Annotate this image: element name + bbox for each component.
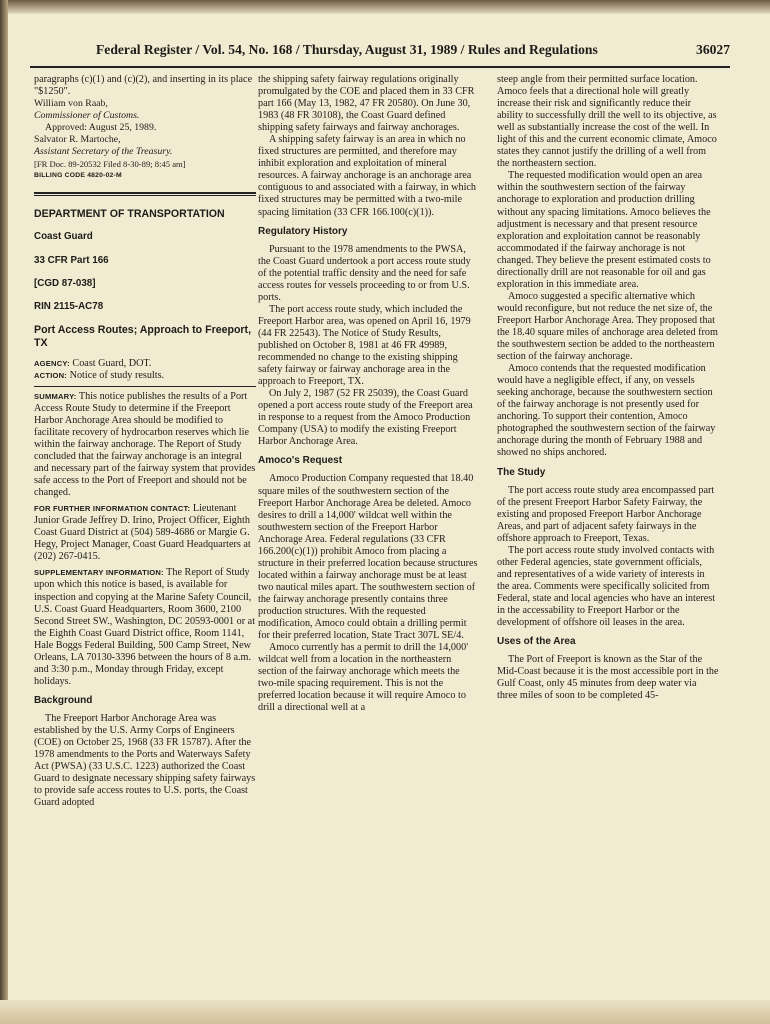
page-edge-left xyxy=(0,0,8,1024)
contact-label: FOR FURTHER INFORMATION CONTACT: xyxy=(34,504,191,514)
page-number: 36027 xyxy=(696,42,730,57)
running-header xyxy=(30,42,730,64)
contact-text: Lieutenant Junior Grade Jeffrey D. Irino, Project Officer, Eighth Coast Guard District at (504) 589-4686 or Margie G. Hegy, Project Manager, Coast Guard Headquarters at (202) 267-0415. xyxy=(34,503,251,563)
carryover-text: the shipping safety fairway regulations originally promulgated by the COE and placed them in 33 CFR part 166 (May 13, 1982, 47 FR 20580). On June 30, 1983 (48 FR 30108), the Coast Guard defined shipping safety fairways and fairway anchorages. xyxy=(258,74,475,134)
body-paragraph: Amoco contends that the requested modification would have a negligible effect, if any, on vessels seeking anchorage, because the southwestern section of the fairway anchorage is not presently used for anchoring. To support their contention, Amoco photographed the southwestern section of the fairway anchorage during the month of February 1988 and showed no ships anchored. xyxy=(497,363,716,459)
header-rule xyxy=(30,66,730,68)
page-edge-bottom xyxy=(0,1000,770,1024)
supplementary-label: SUPPLEMENTARY INFORMATION: xyxy=(34,568,164,578)
column-3 xyxy=(497,74,719,702)
summary-rule xyxy=(34,386,256,387)
action-text: Notice of study results. xyxy=(69,369,165,381)
section-rule-thick xyxy=(34,192,256,194)
body-paragraph: A shipping safety fairway is an area in which no fixed structures are permitted, and therefore may inhibit exploration and exploitation of mineral resources. A fairway anchorage is an anchorage area contiguous to and associated with a fairway, in which fixed structures may be permitted with a two-mile spacing limitation (33 CFR 166.100(c)(1)). xyxy=(258,134,477,218)
body-paragraph: The requested modification would open an area within the southwestern section of the fairway anchorage to exploration and production drilling without any spacing limitations. Amoco believes the adjustment is necessary and that present resource exploration and exploitation cannot be reasonably accommodated if the fairway anchorage is not changed. They believe the present estimated costs to directionally drill are not reasonable for oil and gas exploration in this immediate area. xyxy=(497,170,711,290)
cfr-part: 33 CFR Part 166 xyxy=(34,254,109,266)
body-paragraph: The port access route study area encompassed part of the present Freeport Harbor Safety Fairway, the existing and proposed Freeport Harbor Anchorage Areas, and part of adjacent safety fairways in the offshore approach to Freeport, Texas. xyxy=(497,484,715,544)
body-paragraph: On July 2, 1987 (52 FR 25039), the Coast Guard opened a port access route study of the Freeport area in response to a request from the Amoco Production Company (USA) to modify the existing Freeport Harbor Anchorage Area. xyxy=(258,388,473,448)
regulatory-history-heading: Regulatory History xyxy=(258,225,348,237)
running-head: Federal Register / Vol. 54, No. 168 / Thursday, August 31, 1989 / Rules and Regulations xyxy=(96,42,598,57)
section-rule-thin xyxy=(34,195,256,196)
approval-date: Approved: August 25, 1989. xyxy=(45,122,157,134)
rin-number: RIN 2115-AC78 xyxy=(34,300,104,312)
body-paragraph: Amoco Production Company requested that 18.40 square miles of the southwestern section of the Freeport Harbor Anchorage Area be deleted. Amoco desires to drill a 14,000' wildcat well within the southwestern section of the Freeport Harbor Anchorage Area. Federal regulations (33 CFR 166.200(c)(1)) prohibit Amoco from placing a structure in their preferred location because structures located within a fairway anchorage must be at least two nautical miles apart. The southwestern section of the fairway anchorage presently contains three production structures. With the requested modification, Amoco could obtain a drilling permit for their preferred location, State Tract 307L SE/4. xyxy=(258,473,478,642)
signatory-title-2: Assistant Secretary of the Treasury. xyxy=(34,146,173,158)
column-2 xyxy=(258,74,480,714)
body-paragraph: Pursuant to the 1978 amendments to the PWSA, the Coast Guard undertook a port access route study of the potential traffic density and the need for safe access routes for vessels proceeding to or from U.S. ports. xyxy=(258,243,471,303)
supplementary-text: The Report of Study upon which this notice is based, is available for inspection and copying at the Marine Safety Council, U.S. Coast Guard Headquarters, Room 3600, 2100 Second Street SW., Washington, DC 20593-0001 or at the Eighth Coast Guard District office, Room 1141, Hale Boggs Federal Building, 500 Camp Street, New Orleans, LA 70130-3396 between the hours of 8 a.m. and 3:30 p.m., Monday through Friday, except holidays. xyxy=(34,567,256,687)
summary-label: SUMMARY: xyxy=(34,391,77,401)
body-paragraph: The port access route study, which included the Freeport Harbor area, was opened on April 16, 1979 (44 FR 22543). The Notice of Study Results, published on October 8, 1981 at 46 FR 49989, recommended no change to the existing shipping safety fairway or fairway anchorage area in the approach to Freeport, TX. xyxy=(258,303,471,388)
docket-number: [CGD 87-038] xyxy=(34,277,96,289)
body-paragraph: The Port of Freeport is known as the Star of the Mid-Coast because it is the most accessible port in the Gulf Coast, only 45 minutes from deep water via three miles of soon to be completed 45- xyxy=(497,654,719,702)
supplementary-paragraph xyxy=(34,567,256,687)
agency-name: Coast Guard xyxy=(34,231,93,243)
billing-code: BILLING CODE 4820-02-M xyxy=(34,172,122,180)
amoco-request-heading: Amoco's Request xyxy=(258,455,343,467)
uses-of-area-heading: Uses of the Area xyxy=(497,636,576,648)
signatory-name-2: Salvator R. Martoche, xyxy=(34,134,121,146)
action-line xyxy=(34,370,256,382)
body-paragraph: Amoco currently has a permit to drill the 14,000' wildcat well from a location in the northeastern section of the fairway anchorage which meets the two-mile spacing requirement. This is not the preferred location because it will require Amoco to drill a directional well at a xyxy=(258,642,469,714)
action-label: ACTION: xyxy=(34,370,68,380)
background-paragraph: The Freeport Harbor Anchorage Area was established by the U.S. Army Corps of Engineers (COE) on October 25, 1968 (33 FR 15787). After the 1978 amendments to the Ports and Waterways Safety Act (PWSA) (33 U.S.C. 1223) authorized the Coast Guard to designate necessary shipping safety fairways to provide safe access routes to U.S. ports, the Coast Guard adopted xyxy=(34,712,256,809)
body-paragraph: The port access route study involved contacts with other Federal agencies, state government officials, and representatives of a wide variety of interests in the area. Comments were specifically solicited from Federal, state and local agencies who have an interest in the accessability to Freeport Harbor or the development of offshore oil leases in the area. xyxy=(497,544,716,629)
background-heading: Background xyxy=(34,694,93,706)
agency-text: Coast Guard, DOT. xyxy=(72,357,152,369)
department-heading: DEPARTMENT OF TRANSPORTATION xyxy=(34,208,225,221)
summary-text: This notice publishes the results of a Port Access Route Study to determine if the Freeport Harbor Anchorage Area should be modified to facilitate recovery of hydrocarbon reserves which lie within the fairway anchorage. The Report of Study concluded that the fairway anchorage is an integral and necessary part of the fairway system that provides safe access to the Port of Freeport and should not be changed. xyxy=(34,390,256,499)
fr-doc-line: [FR Doc. 89-20532 Filed 8-30-89; 8:45 am] xyxy=(34,159,186,170)
column-1 xyxy=(34,74,256,809)
summary-paragraph xyxy=(34,391,256,499)
signatory-title: Commissioner of Customs. xyxy=(34,110,140,122)
agency-label: AGENCY: xyxy=(34,358,70,368)
carryover-text: paragraphs (c)(1) and (c)(2), and inserting in its place "$1250". xyxy=(34,74,253,98)
signatory-name: William von Raab, xyxy=(34,98,108,110)
study-heading: The Study xyxy=(497,466,546,478)
carryover-text: steep angle from their permitted surface location. Amoco feels that a directional hole will greatly increase their risk and significantly reduce their ability to successfully drill the well to its objective, as well as substantially increase the cost of the well. In light of this and the current economic climate, Amoco states they cannot justify the drilling of a well from the northeastern section. xyxy=(497,74,717,170)
contact-paragraph xyxy=(34,503,256,563)
agency-line xyxy=(34,358,256,370)
body-paragraph: Amoco suggested a specific alternative which would reconfigure, but not reduce the net size of, the Freeport Harbor Anchorage Area. They proposed that the 18.40 square miles of anchorage area deleted from the southwestern section be added to the northeastern section of the fairway anchorage. xyxy=(497,290,718,363)
document-title: Port Access Routes; Approach to Freeport, TX xyxy=(34,323,252,349)
page-edge-top xyxy=(0,0,770,14)
